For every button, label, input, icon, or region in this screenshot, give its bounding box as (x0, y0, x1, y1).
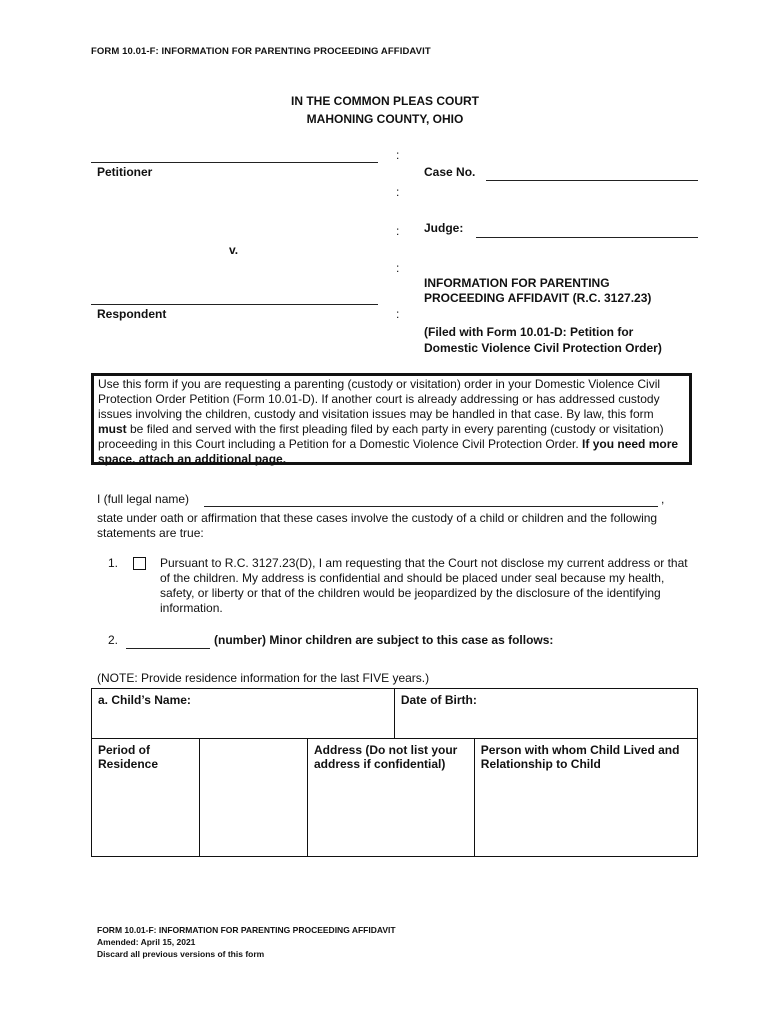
filed-with-line2: Domestic Violence Civil Protection Order) (424, 341, 662, 355)
confidential-address-checkbox[interactable] (133, 557, 146, 570)
period-of-residence-value[interactable] (200, 739, 308, 857)
footer-discard-note: Discard all previous versions of this form (97, 949, 265, 959)
judge-label: Judge: (424, 221, 464, 235)
child-name-cell[interactable]: a. Child’s Name: (92, 689, 395, 739)
caption-colon: : (396, 224, 400, 238)
petitioner-name-line[interactable] (91, 162, 378, 163)
county-name: MAHONING COUNTY, OHIO (306, 112, 464, 126)
name-comma: , (661, 492, 665, 506)
judge-field[interactable] (476, 237, 698, 238)
caption-colon: : (396, 307, 400, 321)
respondent-label: Respondent (97, 307, 167, 321)
address-header[interactable]: Address (Do not list your address if confidential) (308, 739, 475, 857)
instructions-text: Use this form if you are requesting a parenting (custody or visitation) order in your Domestic Violence Civil Protection Order Petition (Form 10.01-D). If another court is already addressing or has addressed custody issues involving the children, custody and visitation issues may be handled in that case. By law, this form must be filed and served with the first pleading filed by each party in every parenting (custody or visitation) proceeding in this Court including a Petition for a Domestic Violence Civil Protection Order. If you need more space, attach an additional page. (98, 377, 679, 466)
footer-amended-date: Amended: April 15, 2021 (97, 937, 196, 947)
document-title-line1: INFORMATION FOR PARENTING (424, 276, 610, 290)
case-number-label: Case No. (424, 165, 476, 179)
item-2-text: (number) Minor children are subject to this case as follows: (214, 633, 554, 647)
full-legal-name-field[interactable] (204, 506, 658, 507)
versus-label: v. (229, 243, 239, 257)
residence-table (91, 688, 698, 857)
table-row (92, 739, 698, 857)
petitioner-label: Petitioner (97, 165, 153, 179)
item-1-number: 1. (108, 556, 119, 570)
court-name: IN THE COMMON PLEAS COURT (291, 94, 479, 108)
document-title-line2: PROCEEDING AFFIDAVIT (R.C. 3127.23) (424, 291, 652, 305)
table-row (92, 689, 698, 739)
footer-form-title: FORM 10.01-F: INFORMATION FOR PARENTING PROCEEDING AFFIDAVIT (97, 925, 396, 935)
full-legal-name-label: I (full legal name) (97, 492, 190, 506)
date-of-birth-cell[interactable]: Date of Birth: (394, 689, 697, 739)
oath-statement: state under oath or affirmation that these cases involve the custody of a child or children and the following statements are true: (97, 511, 658, 540)
number-of-children-field[interactable] (126, 648, 210, 649)
residence-note: (NOTE: Provide residence information for the last FIVE years.) (97, 671, 430, 685)
caption-colon: : (396, 185, 400, 199)
item-2-number: 2. (108, 633, 119, 647)
person-relationship-header[interactable]: Person with whom Child Lived and Relationship to Child (474, 739, 697, 857)
case-number-field[interactable] (486, 180, 698, 181)
period-of-residence-header: Period of Residence (92, 739, 200, 857)
form-header-title: FORM 10.01-F: INFORMATION FOR PARENTING PROCEEDING AFFIDAVIT (91, 46, 431, 57)
caption-colon: : (396, 261, 400, 275)
caption-colon: : (396, 148, 400, 162)
filed-with-line1: (Filed with Form 10.01-D: Petition for (424, 325, 634, 339)
instructions-box (91, 373, 692, 465)
respondent-name-line[interactable] (91, 304, 378, 305)
item-1-text: Pursuant to R.C. 3127.23(D), I am requesting that the Court not disclose my current address or that of the children. My address is confidential and should be placed under seal because my health, safety, or liberty or that of the children would be jeopardized by the disclosure of the identifying information. (160, 556, 688, 615)
